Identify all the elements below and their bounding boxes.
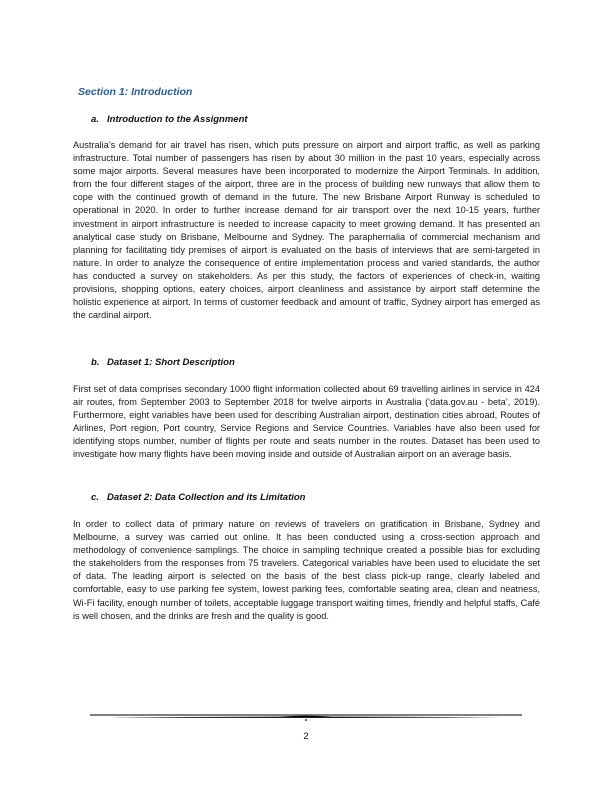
subsection-a-marker: a.: [91, 114, 99, 125]
footer-divider: [90, 710, 522, 724]
page-number: 2: [303, 731, 309, 742]
subsection-a-paragraph: Australia’s demand for air travel has risen, which puts pressure on airport and airport traffic, as well as parking infrastructure. Total number of passengers has risen by about 30 million in the past 10 years, especially across some major airports. Several measures have been incorporated to modernize the Airport Terminals. In addition, from the four different stages of the airport, three are in the process of building new runways that allow them to cope with the continued growth of demand in the future. The new Brisbane Airport Runway is scheduled to operational in 2020. In order to further increase demand for air transport over the next 10-15 years, further investment in airport infrastructure is needed to increase capacity to meet growing demand. It has presented an analytical case study on Brisbane, Melbourne and Sydney. The paraphernalia of commercial mechanism and planning for facilitating tidy premises of airport is evaluated on the basis of interviews that are semi-targeted in nature. In order to analyze the consequence of entire implementation process and varied standards, the author has conducted a survey on stakeholders. As per this study, the factors of experiences of check-in, waiting provisions, shopping options, eatery choices, airport cleanliness and assistance by airport staff determine the holistic experience at airport. In terms of customer feedback and amount of traffic, Sydney airport has emerged as the cardinal airport.: [73, 140, 540, 321]
subsection-b-paragraph: First set of data comprises secondary 1000 flight information collected about 69 travelling airlines in service in 424 air routes, from September 2003 to September 2018 for twelve airports in Australia (‘data.gov.au - beta’, 2019). Furthermore, eight variables have been used for describing Australian airport, destination cities abroad, Routes of Airlines, Port region, Port country, Service Regions and Service Countries. Variables have also been used for identifying stops number, number of flights per route and seats number in the routes. Dataset has been used to investigate how many flights have been moving inside and outside of Australian airport on an average basis.: [73, 384, 540, 460]
section-heading: Section 1: Introduction: [78, 86, 193, 98]
subsection-c-heading: [91, 492, 305, 503]
subsection-a-heading: [91, 114, 248, 125]
subsection-b-heading: [91, 357, 235, 368]
subsection-c-marker: c.: [91, 492, 99, 503]
subsection-b-title: Dataset 1: Short Description: [107, 357, 235, 368]
subsection-a-title: Introduction to the Assignment: [107, 114, 248, 125]
subsection-b-marker: b.: [91, 357, 100, 368]
subsection-c-title: Dataset 2: Data Collection and its Limitation: [107, 492, 306, 503]
subsection-c-paragraph: In order to collect data of primary nature on reviews of travelers on gratification in Brisbane, Sydney and Melbourne, a survey was carried out online. It has been conducted using a cross-section approach and methodology of convenience samplings. The choice in sampling technique created a possible bias for excluding the stakeholders from the responses from 75 travelers. Categorical variables have been used to elucidate the set of data. The leading airport is selected on the basis of the best class pick-up range, clearly labeled and comfortable, easy to use parking fee system, lowest parking fees, comfortable seating area, clean and neatness, Wi-Fi facility, enough number of toilets, acceptable luggage transport waiting times, friendly and helpful staffs, Café is well chosen, and the drinks are fresh and the quality is good.: [73, 519, 540, 621]
